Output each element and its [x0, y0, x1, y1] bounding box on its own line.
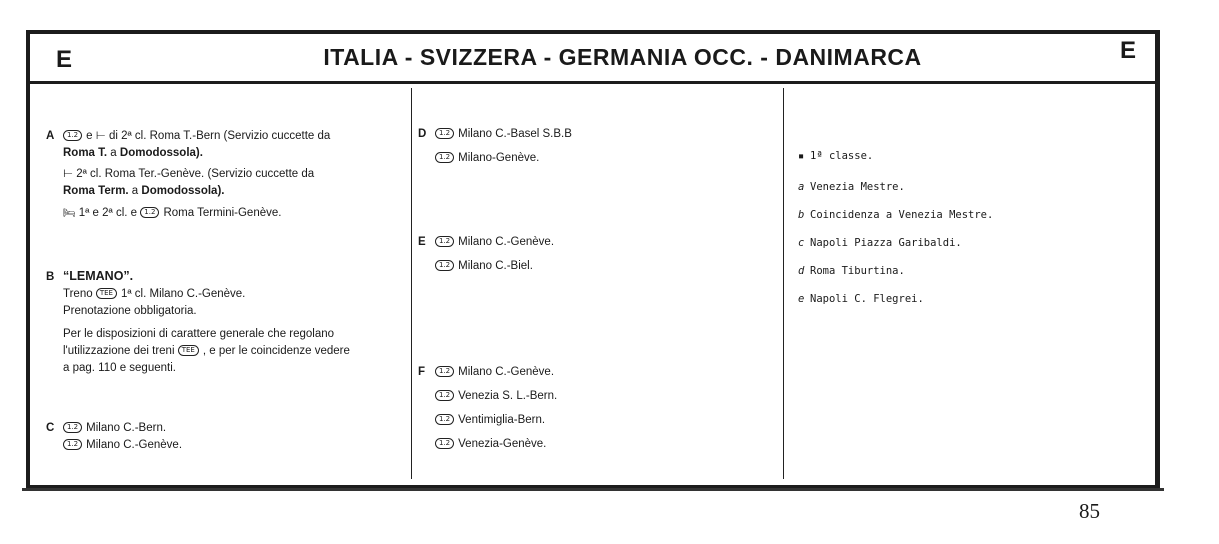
entry-b [46, 268, 404, 377]
entry-text: Milano C.-Biel. [458, 260, 533, 272]
timetable-frame [26, 30, 1160, 490]
couchette-icon: 1.2 [435, 366, 454, 377]
entry-label: E [418, 236, 426, 248]
couchette-icon: 1.2 [435, 128, 454, 139]
footnote-text: Venezia Mestre. [810, 181, 905, 193]
entry-text: Venezia S. L.-Bern. [458, 390, 558, 402]
footnotes-list [798, 148, 993, 315]
section-letter-right: E [1119, 37, 1137, 64]
entry-text: Prenotazione obbligatoria. [63, 305, 197, 317]
entry-label: A [46, 130, 55, 142]
entry-c [46, 420, 182, 454]
couchette-icon: 1.2 [435, 260, 454, 271]
footnote-item [798, 235, 993, 252]
couchette-icon: 1.2 [435, 152, 454, 163]
footnote-key: a [798, 181, 805, 193]
entry-label: D [418, 128, 427, 140]
footnote-item [798, 207, 993, 224]
sleeper-icon: 🛏 [63, 208, 76, 219]
entry-text: Milano C.-Genève. [458, 366, 555, 378]
page-title: ITALIA - SVIZZERA - GERMANIA OCC. - DANIMARCA [323, 44, 922, 70]
couchette-icon: 1.2 [435, 438, 454, 449]
footnote-text: Napoli Piazza Garibaldi. [810, 237, 962, 249]
entry-text: Milano-Genève. [458, 152, 540, 164]
section-letter-left: E [56, 46, 74, 73]
entry-a [46, 128, 404, 222]
footnote-text: Napoli C. Flegrei. [810, 293, 924, 305]
footnote-text: Coincidenza a Venezia Mestre. [810, 209, 994, 221]
column-3 [790, 84, 1150, 485]
entry-text: Domodossola). [141, 185, 225, 197]
entry-text: Milano C.-Genève. [458, 236, 555, 248]
couchette-icon: 1.2 [63, 130, 82, 141]
entry-text: 1ª cl. Milano C.-Genève. [120, 288, 246, 300]
column-2 [418, 84, 778, 485]
couchette-icon: 1.2 [63, 439, 82, 450]
couchette-icon: 1.2 [63, 422, 82, 433]
footnote-text: Roma Tiburtina. [810, 265, 905, 277]
footnote-key: ▪ [798, 150, 805, 162]
entry-text: Milano C.-Basel S.B.B [458, 128, 572, 140]
footnote-item [798, 148, 993, 165]
entry-text: a [107, 147, 120, 159]
entry-text: e ⊢ di 2ª cl. Roma T.-Bern (Servizio cuccette da [86, 130, 331, 142]
entry-text: Roma Term. [63, 185, 129, 197]
column-divider [411, 88, 412, 479]
entry-d [418, 126, 572, 167]
train-name: “LEMANO”. [63, 269, 134, 283]
footnote-key: b [798, 209, 805, 221]
footnote-item [798, 291, 993, 308]
entry-text: Venezia-Genève. [458, 438, 547, 450]
couchette-icon: 1.2 [435, 390, 454, 401]
entry-text: Roma T. [63, 147, 108, 159]
column-divider [783, 88, 784, 479]
couchette-icon: 1.2 [140, 207, 159, 218]
page-number: 85 [1079, 499, 1100, 523]
footnote-item [798, 179, 993, 196]
tee-train-icon: TEE [96, 288, 117, 299]
entry-text: , e per le coincidenze vedere [202, 345, 350, 357]
couchette-icon: 1.2 [435, 236, 454, 247]
entry-text: ⊢ 2ª cl. Roma Ter.-Genève. (Servizio cuccette da [63, 168, 315, 180]
entry-text: Per le disposizioni di carattere generale che regolano [63, 328, 335, 340]
entry-text: Roma Termini-Genève. [163, 207, 282, 219]
footnote-item [798, 263, 993, 280]
header-bar [30, 34, 1155, 84]
couchette-icon: 1.2 [435, 414, 454, 425]
entry-text: Ventimiglia-Bern. [458, 414, 546, 426]
entry-text: Domodossola). [119, 147, 203, 159]
entry-label: B [46, 271, 55, 283]
frame-bottom-rule [22, 488, 1164, 491]
footnote-key: c [798, 237, 805, 249]
entry-e [418, 234, 554, 275]
entry-text: Milano C.-Bern. [86, 422, 167, 434]
entry-label: F [418, 366, 426, 378]
entry-text: Milano C.-Genève. [86, 439, 183, 451]
entry-text: a pag. 110 e seguenti. [63, 362, 176, 374]
column-1 [46, 84, 406, 485]
footnote-key: e [798, 293, 805, 305]
entry-f [418, 364, 557, 453]
entry-text: Treno [63, 288, 93, 300]
footnote-text: 1ª classe. [810, 150, 874, 162]
footnote-key: d [798, 265, 805, 277]
entry-text: 1ª e 2ª cl. e [78, 207, 138, 219]
entry-label: C [46, 422, 55, 434]
tee-train-icon: TEE [178, 345, 199, 356]
entry-text: l'utilizzazione dei treni [63, 345, 175, 357]
entry-text: a [128, 185, 142, 197]
